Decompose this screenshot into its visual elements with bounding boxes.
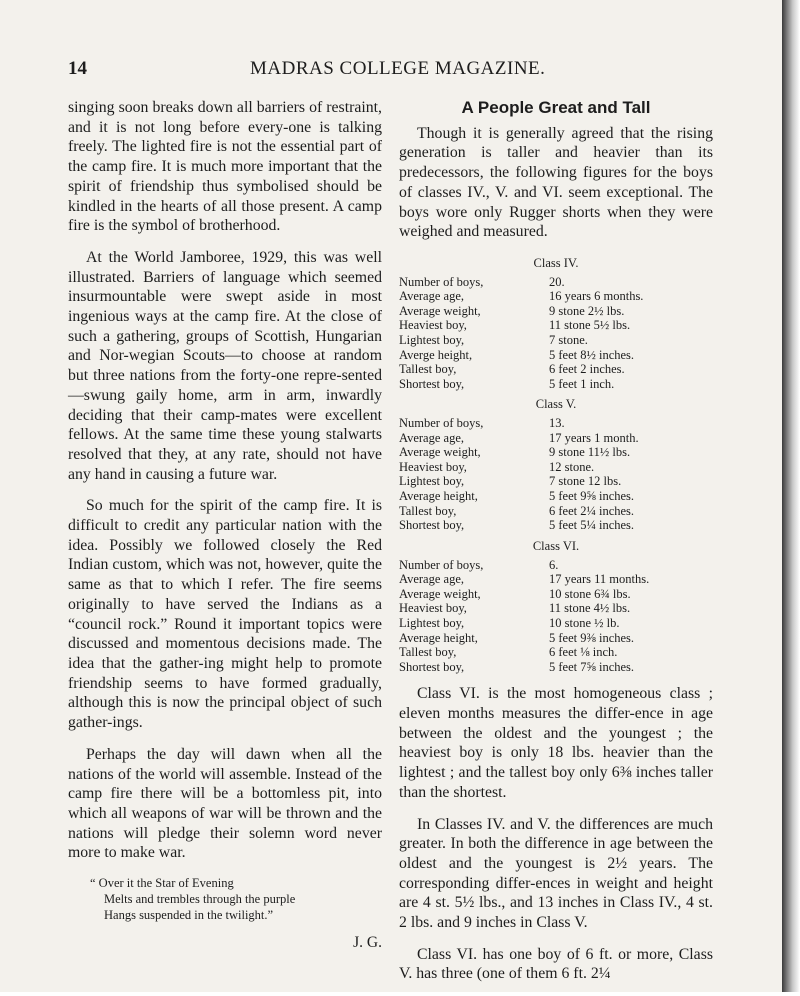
stat-value: 16 years 6 months. <box>549 289 644 304</box>
table-row <box>399 377 713 392</box>
stat-label: Shortest boy, <box>399 518 465 533</box>
stat-label: Average weight, <box>399 445 481 460</box>
stat-value: 13. <box>549 416 565 431</box>
stat-value: 5 feet 8½ inches. <box>549 347 635 362</box>
stat-label: Average weight, <box>399 586 481 601</box>
stat-value: 5 feet 1 inch. <box>549 376 615 391</box>
stat-label: Shortest boy, <box>399 659 465 674</box>
stat-label: Averge height, <box>399 347 473 362</box>
table-row <box>399 572 713 587</box>
table-row <box>399 645 713 660</box>
stat-value: 5 feet 7⅝ inches. <box>549 659 635 674</box>
table-row <box>399 518 713 533</box>
table-row <box>399 318 713 333</box>
poem-line: “ Over it the Star of Evening <box>90 876 234 891</box>
stat-label: Average age, <box>399 430 465 445</box>
stat-value: 5 feet 9⅝ inches. <box>549 489 635 504</box>
class-stats-table <box>399 416 713 533</box>
table-row <box>399 289 713 304</box>
stat-value: 7 stone 12 lbs. <box>549 474 622 489</box>
stat-label: Average age, <box>399 572 465 587</box>
table-row <box>399 431 713 446</box>
stat-value: 10 stone ½ lb. <box>549 615 620 630</box>
stat-value: 11 stone 4½ lbs. <box>549 601 631 616</box>
stat-label: Number of boys, <box>399 416 484 431</box>
table-row <box>399 445 713 460</box>
stat-value: 9 stone 11½ lbs. <box>549 445 631 460</box>
stat-label: Average age, <box>399 289 465 304</box>
table-row <box>399 275 713 290</box>
stat-value: 17 years 11 months. <box>549 572 650 587</box>
summary-paragraph-3: Class VI. has one boy of 6 ft. or more, Class V. has three (one of them 6 ft. 2¼ <box>399 945 713 983</box>
stat-label: Heaviest boy, <box>399 318 467 333</box>
table-row <box>399 504 713 519</box>
table-row <box>399 348 713 363</box>
table-row <box>399 558 713 573</box>
stat-value: 12 stone. <box>549 459 595 474</box>
table-row <box>399 660 713 675</box>
article-headline: A People Great and Tall <box>461 98 651 117</box>
stat-value: 17 years 1 month. <box>549 430 639 445</box>
stat-label: Average height, <box>399 489 478 504</box>
author-signature: J. G. <box>353 934 382 952</box>
table-row <box>399 460 713 475</box>
stat-label: Lightest boy, <box>399 333 465 347</box>
table-row <box>399 616 713 631</box>
stat-label: Average height, <box>399 630 478 645</box>
camp-fire-paragraph-2: At the World Jamboree, 1929, this was well illustrated. Barriers of language which seemed insurmountable were swept aside in most ingenious ways at the camp fire. At the close of such a gathering, groups of Scottish, Hungarian and Nor-wegian Scouts—to choose at random but three nations from the forty-one repre-sented—swung gaily home, arm in arm, inwardly deciding that their camp-mates were excellent fellows. At the same time these young stalwarts resolved that they, at any rate, should not have any hand in causing a future war. <box>68 248 382 483</box>
summary-paragraph-2: In Classes IV. and V. the differences are much greater. In both the difference in age between the oldest and the youngest is 2½ years. The corresponding differ-ences in weight and height are 4 st. 5½ lbs., and 13 inches in Class IV., 4 st. 2 lbs. and 9 inches in Class V. <box>399 815 713 932</box>
stat-value: 10 stone 6¾ lbs. <box>549 586 631 601</box>
stat-label: Lightest boy, <box>399 474 465 489</box>
stat-label: Shortest boy, <box>399 376 465 391</box>
summary-paragraph-1: Class VI. is the most homogeneous class ; eleven months measures the differ-ence in age between the oldest and the youngest ; the heaviest boy is only 18 lbs. heavier than the lightest ; and the tallest boy only 6⅜ inches taller than the shortest. <box>399 685 713 801</box>
table-row <box>399 304 713 319</box>
table-row <box>399 362 713 377</box>
camp-fire-paragraph-1: singing soon breaks down all barriers of restraint, and it is not long before every-one is talking freely. The lighted fire is not the essential part of the camp fire. It is much more important that the spirit of friendship thus symbolised should be kindled in the hearts of all those present. A camp fire is the symbol of brotherhood. <box>68 99 382 235</box>
stat-value: 5 feet 5¼ inches. <box>549 518 635 533</box>
running-head: MADRAS COLLEGE MAGAZINE. <box>250 58 546 79</box>
stat-label: Lightest boy, <box>399 615 465 630</box>
right-column <box>399 98 713 996</box>
stat-label: Number of boys, <box>399 557 484 572</box>
stat-value: 5 feet 9⅜ inches. <box>549 630 635 645</box>
table-row <box>399 474 713 489</box>
stat-value: 6 feet 2¼ inches. <box>549 503 635 518</box>
stat-label: Number of boys, <box>399 274 484 289</box>
stat-label: Tallest boy, <box>399 645 457 660</box>
stat-value: 6. <box>549 557 559 572</box>
article-intro: Though it is generally agreed that the rising generation is taller and heavier than its predecessors, the following figures for the boys of classes IV., V. and VI. seem exceptional. The boys wore only Rugger shorts when they were weighed and measured. <box>399 124 713 241</box>
table-row <box>399 489 713 504</box>
class-title: Class IV. <box>533 255 579 270</box>
table-row <box>399 631 713 646</box>
stat-value: 7 stone. <box>549 333 588 347</box>
camp-fire-paragraph-3: So much for the spirit of the camp fire. It is difficult to credit any particular nation with the idea. Possibly we followed closely the Red Indian custom, which was not, however, quite the same as that to which I refer. The fire seems originally to have served the Indians as a “council rock.” Round it important topics were discussed and momentous decisions made. The idea that the gather-ing might help to promote friendship seems to have formed gradually, although this is now the principal object of such gather-ings. <box>68 497 382 732</box>
stat-value: 9 stone 2½ lbs. <box>549 303 625 318</box>
left-column <box>68 98 382 953</box>
class-title: Class V. <box>535 397 577 412</box>
stat-label: Tallest boy, <box>399 503 457 518</box>
stat-label: Tallest boy, <box>399 362 457 377</box>
stat-label: Heaviest boy, <box>399 459 467 474</box>
poem-quotation <box>90 875 382 923</box>
page-edge <box>782 0 800 992</box>
table-row <box>399 601 713 616</box>
stat-value: 6 feet ⅛ inch. <box>549 645 618 660</box>
camp-fire-paragraph-4: Perhaps the day will dawn when all the nations of the world will assemble. Instead of the camp fire there will be a bottomless pit, into which all weapons of war will be thrown and the nations will pledge their solemn word never more to make war. <box>68 745 382 862</box>
stat-label: Average weight, <box>399 303 481 318</box>
class-title: Class VI. <box>532 538 580 553</box>
page-number: 14 <box>68 58 87 79</box>
stat-label: Heaviest boy, <box>399 601 467 616</box>
stat-value: 20. <box>549 274 565 289</box>
table-row <box>399 416 713 431</box>
table-row <box>399 587 713 602</box>
table-row <box>399 333 713 348</box>
poem-line: Hangs suspended in the twilight.” <box>104 908 274 923</box>
stat-value: 6 feet 2 inches. <box>549 362 625 377</box>
stat-value: 11 stone 5½ lbs. <box>549 318 631 333</box>
class-stats-table <box>399 275 713 392</box>
poem-line: Melts and trembles through the purple <box>104 892 296 907</box>
class-stats-table <box>399 558 713 675</box>
